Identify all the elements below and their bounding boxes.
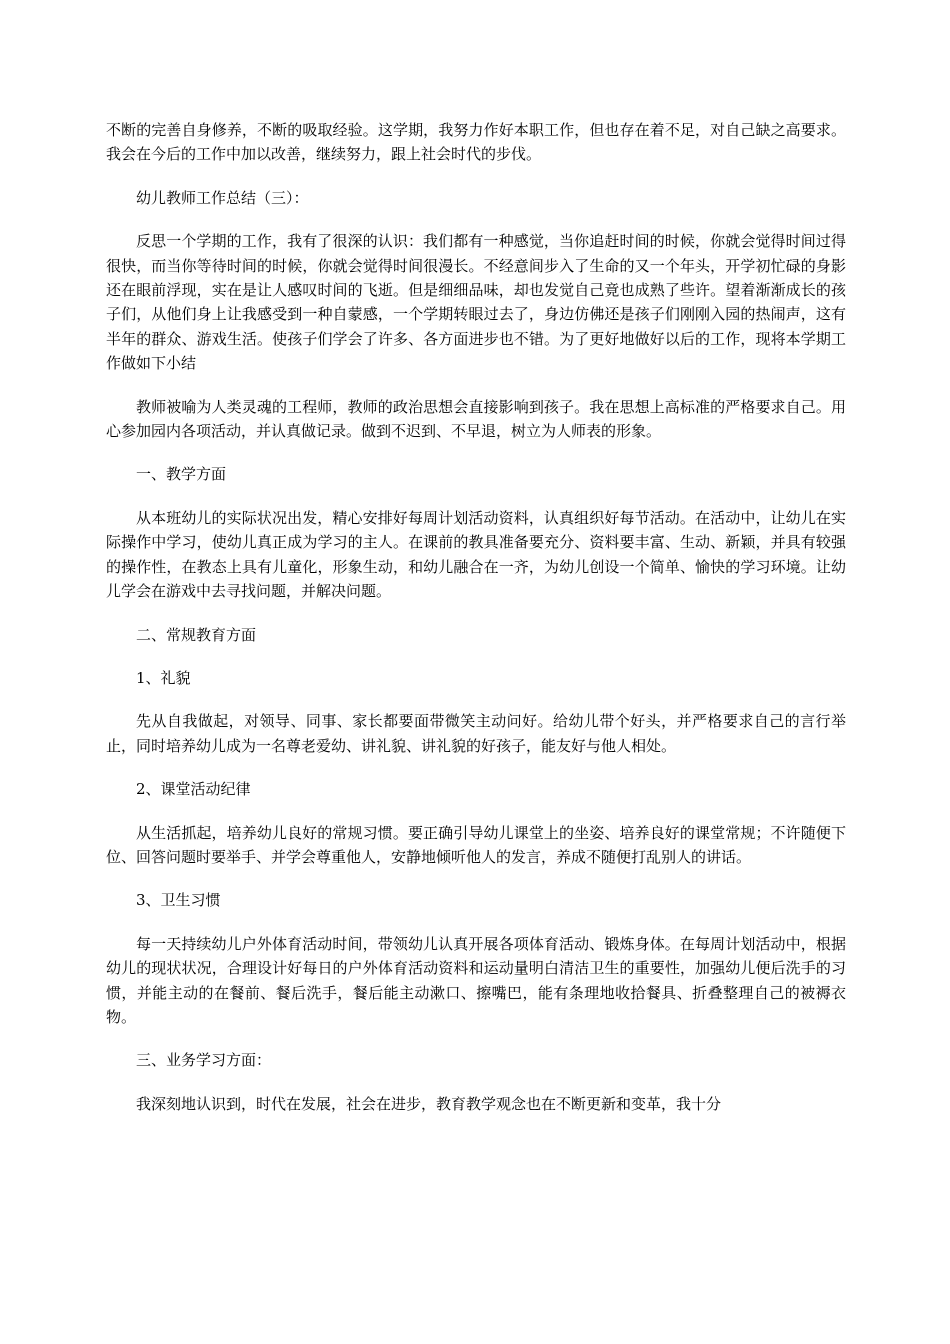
heading-classroom-discipline: 2、课堂活动纪律 xyxy=(136,780,251,799)
heading-routine-education: 二、常规教育方面 xyxy=(136,625,257,644)
heading-teaching: 一、教学方面 xyxy=(136,465,227,484)
heading-courtesy: 1、礼貌 xyxy=(136,668,191,687)
document-body xyxy=(106,118,846,1135)
paragraph-courtesy: 先从自我做起，对领导、同事、家长都要面带微笑主动问好。给幼儿带个好头，并严格要求自己的言行举止，同时培养幼儿成为一名尊老爱幼、讲礼貌、讲礼貌的好孩子，能友好与他人相处。 xyxy=(106,712,846,755)
heading-hygiene: 3、卫生习惯 xyxy=(136,891,221,910)
paragraph-political-thought: 教师被喻为人类灵魂的工程师，教师的政治思想会直接影响到孩子。我在思想上高标准的严格要求自己。用心参加园内各项活动，并认真做记录。做到不迟到、不早退，树立为人师表的形象。 xyxy=(106,397,846,441)
paragraph-professional-study: 我深刻地认识到，时代在发展，社会在进步，教育教学观念也在不断更新和变革，我十分 xyxy=(136,1094,722,1113)
section-title-summary-three: 幼儿教师工作总结（三）： xyxy=(136,188,309,207)
paragraph-teaching: 从本班幼儿的实际状况出发，精心安排好每周计划活动资料，认真组织好每节活动。在活动中，让幼儿在实际操作中学习，使幼儿真正成为学习的主人。在课前的教具准备要充分、资料要丰富、生动、新颖，并具有较强的操作性，在教态上具有儿童化，形象生动，和幼儿融合在一齐，为幼儿创设一个简单、愉快的学习环境。让幼儿学会在游戏中去寻找问题，并解决问题。 xyxy=(106,508,846,601)
paragraph-classroom-discipline: 从生活抓起，培养幼儿良好的常规习惯。要正确引导幼儿课堂上的坐姿、培养良好的课堂常规；不许随便下位、回答问题时要举手、并学会尊重他人，安静地倾听他人的发言，养成不随便打乱别人的讲话。 xyxy=(106,823,846,866)
paragraph-reflection: 反思一个学期的工作，我有了很深的认识：我们都有一种感觉，当你追赶时间的时候，你就会觉得时间过得很快，而当你等待时间的时候，你就会觉得时间很漫长。不经意间步入了生命的又一个年头，开学初忙碌的身影还在眼前浮现，实在是让人感叹时间的飞逝。但是细细品味，却也发觉自己竟也成熟了些许。望着渐渐成长的孩子们，从他们身上让我感受到一种自蒙感，一个学期转眼过去了，身边仿佛还是孩子们刚刚入园的热闹声，这有半年的群众、游戏生活。使孩子们学会了许多、各方面进步也不错。为了更好地做好以后的工作，现将本学期工作做如下小结 xyxy=(106,232,846,373)
paragraph-continued: 不断的完善自身修养，不断的吸取经验。这学期，我努力作好本职工作，但也存在着不足，对自己缺之高要求。我会在今后的工作中加以改善，继续努力，跟上社会时代的步伐。 xyxy=(106,121,846,164)
heading-professional-study: 三、业务学习方面： xyxy=(136,1051,272,1070)
paragraph-hygiene: 每一天持续幼儿户外体育活动时间，带领幼儿认真开展各项体育活动、锻炼身体。在每周计划活动中，根据幼儿的现状状况，合理设计好每日的户外体育活动资料和运动量明白清洁卫生的重要性，加强幼儿便后洗手的习惯，并能主动的在餐前、餐后洗手，餐后能主动漱口、擦嘴巴，能有条理地收拾餐具、折叠整理自己的被褥衣物。 xyxy=(106,934,846,1026)
